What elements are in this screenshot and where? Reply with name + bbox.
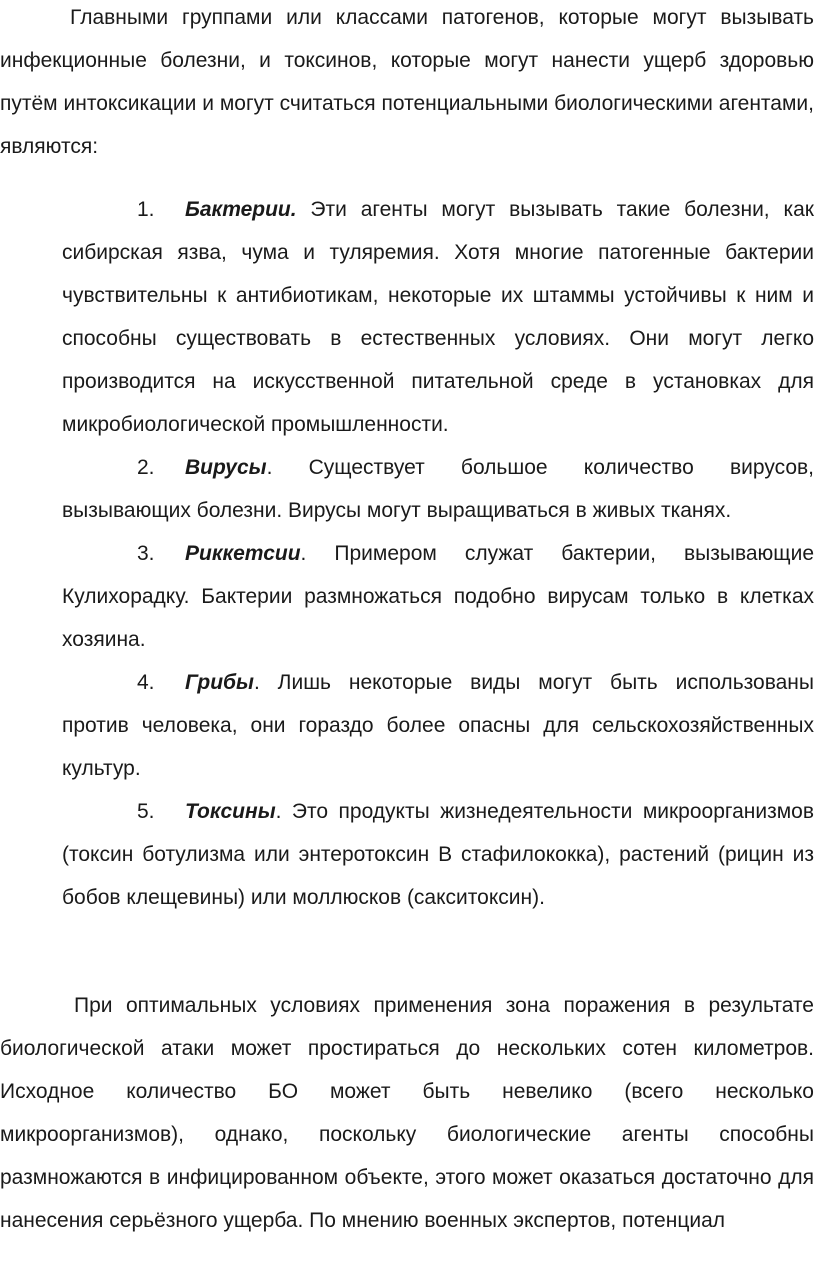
list-item-rickettsiae [62,532,814,661]
list-item-text: . Существует большое количество вирусов, вызывающих болезни. Вирусы могут выращиваться в живых тканях. [62,456,814,522]
list-item-term: Токсины [185,800,276,823]
list-item-term: Риккетсии [185,542,301,565]
intro-paragraph: Главными группами или классами патогенов, которые могут вызывать инфекционные болезни, и токсинов, которые могут нанести ущерб здоровью путём интоксикации и могут считаться потенциальными биологическими агентами, являются: [0,6,814,158]
list-item-number: 5. [137,800,155,823]
list-item-number: 3. [137,542,155,565]
list-item-number: 4. [137,671,155,694]
agent-list [62,188,814,919]
list-item-term: Бактерии. [185,198,297,221]
list-item-text: . Это продукты жизнедеятельности микроорганизмов (токсин ботулизма или энтеротоксин В стафилококка), растений (рицин из бобов клещевины) или моллюсков (сакситоксин). [62,800,814,909]
list-item-viruses [62,446,814,532]
list-item-number: 1. [137,198,155,221]
closing-paragraph: При оптимальных условиях применения зона поражения в результате биологической атаки может простираться до нескольких сотен километров. Исходное количество БО может быть невелико (всего несколько микроорганизмов), однако, поскольку биологические агенты способны размножаются в инфицированном объекте, этого может оказаться достаточно для нанесения серьёзного ущерба. По мнению военных экспертов, потенциал [0,994,814,1232]
list-item-term: Вирусы [185,456,267,479]
list-item-number: 2. [137,456,155,479]
list-item-toxins [62,790,814,919]
list-item-text: . Примером служат бактерии, вызывающие Кулихорадку. Бактерии размножаться подобно вирусам только в клетках хозяина. [62,542,814,651]
list-item-term: Грибы [185,671,254,694]
list-item-text: Эти агенты могут вызывать такие болезни, как сибирская язва, чума и туляремия. Хотя многие патогенные бактерии чувствительны к антибиотикам, некоторые их штаммы устойчивы к ним и способны существовать в естественных условиях. Они могут легко производится на искусственной питательной среде в установках для микробиологической промышленности. [62,198,814,436]
list-item-fungi [62,661,814,790]
list-item-text: . Лишь некоторые виды могут быть использованы против человека, они гораздо более опасны для сельскохозяйственных культур. [62,671,814,780]
list-item-bacteria [62,188,814,446]
